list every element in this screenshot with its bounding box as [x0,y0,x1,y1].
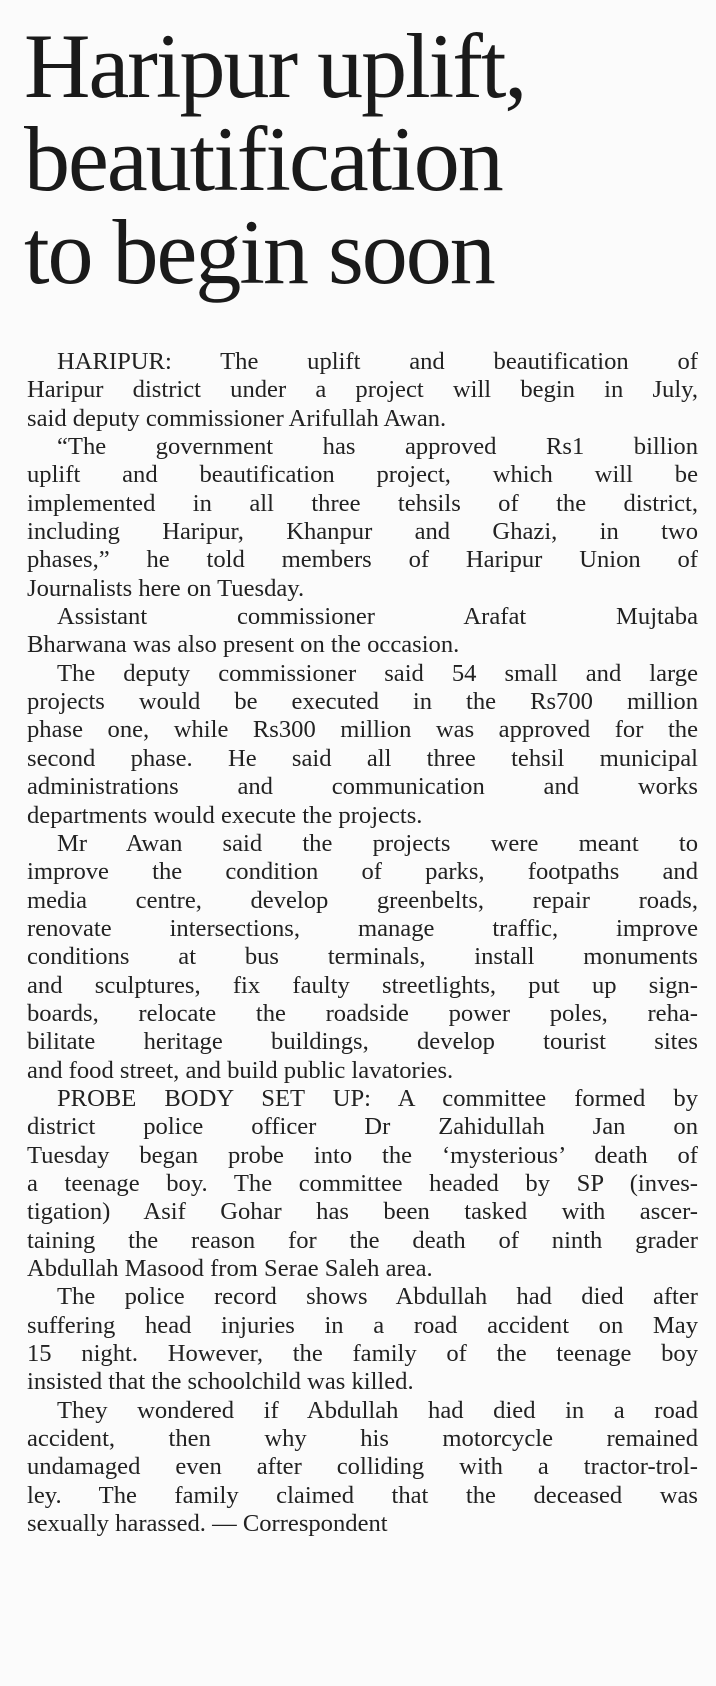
paragraph-line: said deputy commissioner Arifullah Awan. [27,404,447,432]
paragraph-line: phases,” he told members of Haripur Union of [27,546,698,574]
paragraph-line: They wondered if Abdullah had died in a road [57,1396,698,1424]
paragraph-line: departments would execute the projects. [27,801,423,829]
paragraph [27,660,698,830]
paragraph-line: sexually harassed. — Correspondent [27,1510,388,1538]
paragraph-line: Assistant commissioner Arafat Mujtaba [57,603,698,631]
paragraph-line: Haripur district under a project will begin in July, [27,376,698,404]
headline-line: to begin soon [24,201,494,303]
paragraph-line: district police officer Dr Zahidullah Jan on [27,1113,698,1141]
paragraph-line: administrations and communication and works [27,773,698,801]
paragraph-line: 15 night. However, the family of the teenage boy [27,1340,698,1368]
paragraph-line: conditions at bus terminals, install monuments [27,943,698,971]
paragraph-line: taining the reason for the death of ninth grader [27,1226,698,1254]
paragraph [27,1085,698,1283]
paragraph-line: and sculptures, fix faulty streetlights, put up sign- [27,971,698,999]
paragraph-line: phase one, while Rs300 million was approved for the [27,716,698,744]
paragraph-line: Tuesday began probe into the ‘mysterious’ death of [27,1141,698,1169]
paragraph-line: undamaged even after colliding with a tractor-trol- [27,1453,698,1481]
paragraph-line: Bharwana was also present on the occasion. [27,631,460,659]
article-body [27,348,698,1538]
paragraph [27,830,698,1085]
paragraph-line: implemented in all three tehsils of the district, [27,489,698,517]
paragraph-line: projects would be executed in the Rs700 million [27,688,698,716]
paragraph-line: a teenage boy. The committee headed by SP (inves- [27,1169,698,1197]
paragraph [27,1283,698,1396]
headline-line: beautification [24,108,502,210]
paragraph [27,433,698,603]
paragraph-line: improve the condition of parks, footpaths and [27,858,698,886]
paragraph-line: The police record shows Abdullah had died after [57,1283,698,1311]
paragraph-line: suffering head injuries in a road accident on May [27,1311,698,1339]
paragraph-line: “The government has approved Rs1 billion [57,433,698,461]
paragraph-line: accident, then why his motorcycle remained [27,1425,698,1453]
paragraph-line: boards, relocate the roadside power poles, reha- [27,999,698,1027]
paragraph-line: HARIPUR: The uplift and beautification of [57,348,698,375]
paragraph-line: Journalists here on Tuesday. [27,574,305,602]
paragraph-line: Mr Awan said the projects were meant to [57,829,698,857]
paragraph-line: renovate intersections, manage traffic, improve [27,914,698,942]
paragraph-line: tigation) Asif Gohar has been tasked with ascer- [27,1198,698,1226]
paragraph-line: insisted that the schoolchild was killed. [27,1368,414,1396]
paragraph-line: and food street, and build public lavatories. [27,1056,454,1084]
paragraph [27,603,698,660]
paragraph [27,1397,698,1539]
paragraph-line: bilitate heritage buildings, develop tourist sites [27,1028,698,1056]
headline [24,15,704,303]
paragraph-line: The deputy commissioner said 54 small and large [57,659,698,687]
paragraph-line: ley. The family claimed that the deceased was [27,1481,698,1509]
paragraph-line: second phase. He said all three tehsil municipal [27,744,698,772]
paragraph-line: uplift and beautification project, which will be [27,461,698,489]
paragraph-line: Abdullah Masood from Serae Saleh area. [27,1255,433,1282]
headline-line: Haripur uplift, [24,15,526,117]
paragraph-line: media centre, develop greenbelts, repair roads, [27,886,698,914]
paragraph-line: including Haripur, Khanpur and Ghazi, in two [27,518,698,546]
paragraph-line: PROBE BODY SET UP: A committee formed by [57,1084,698,1112]
paragraph [27,348,698,433]
